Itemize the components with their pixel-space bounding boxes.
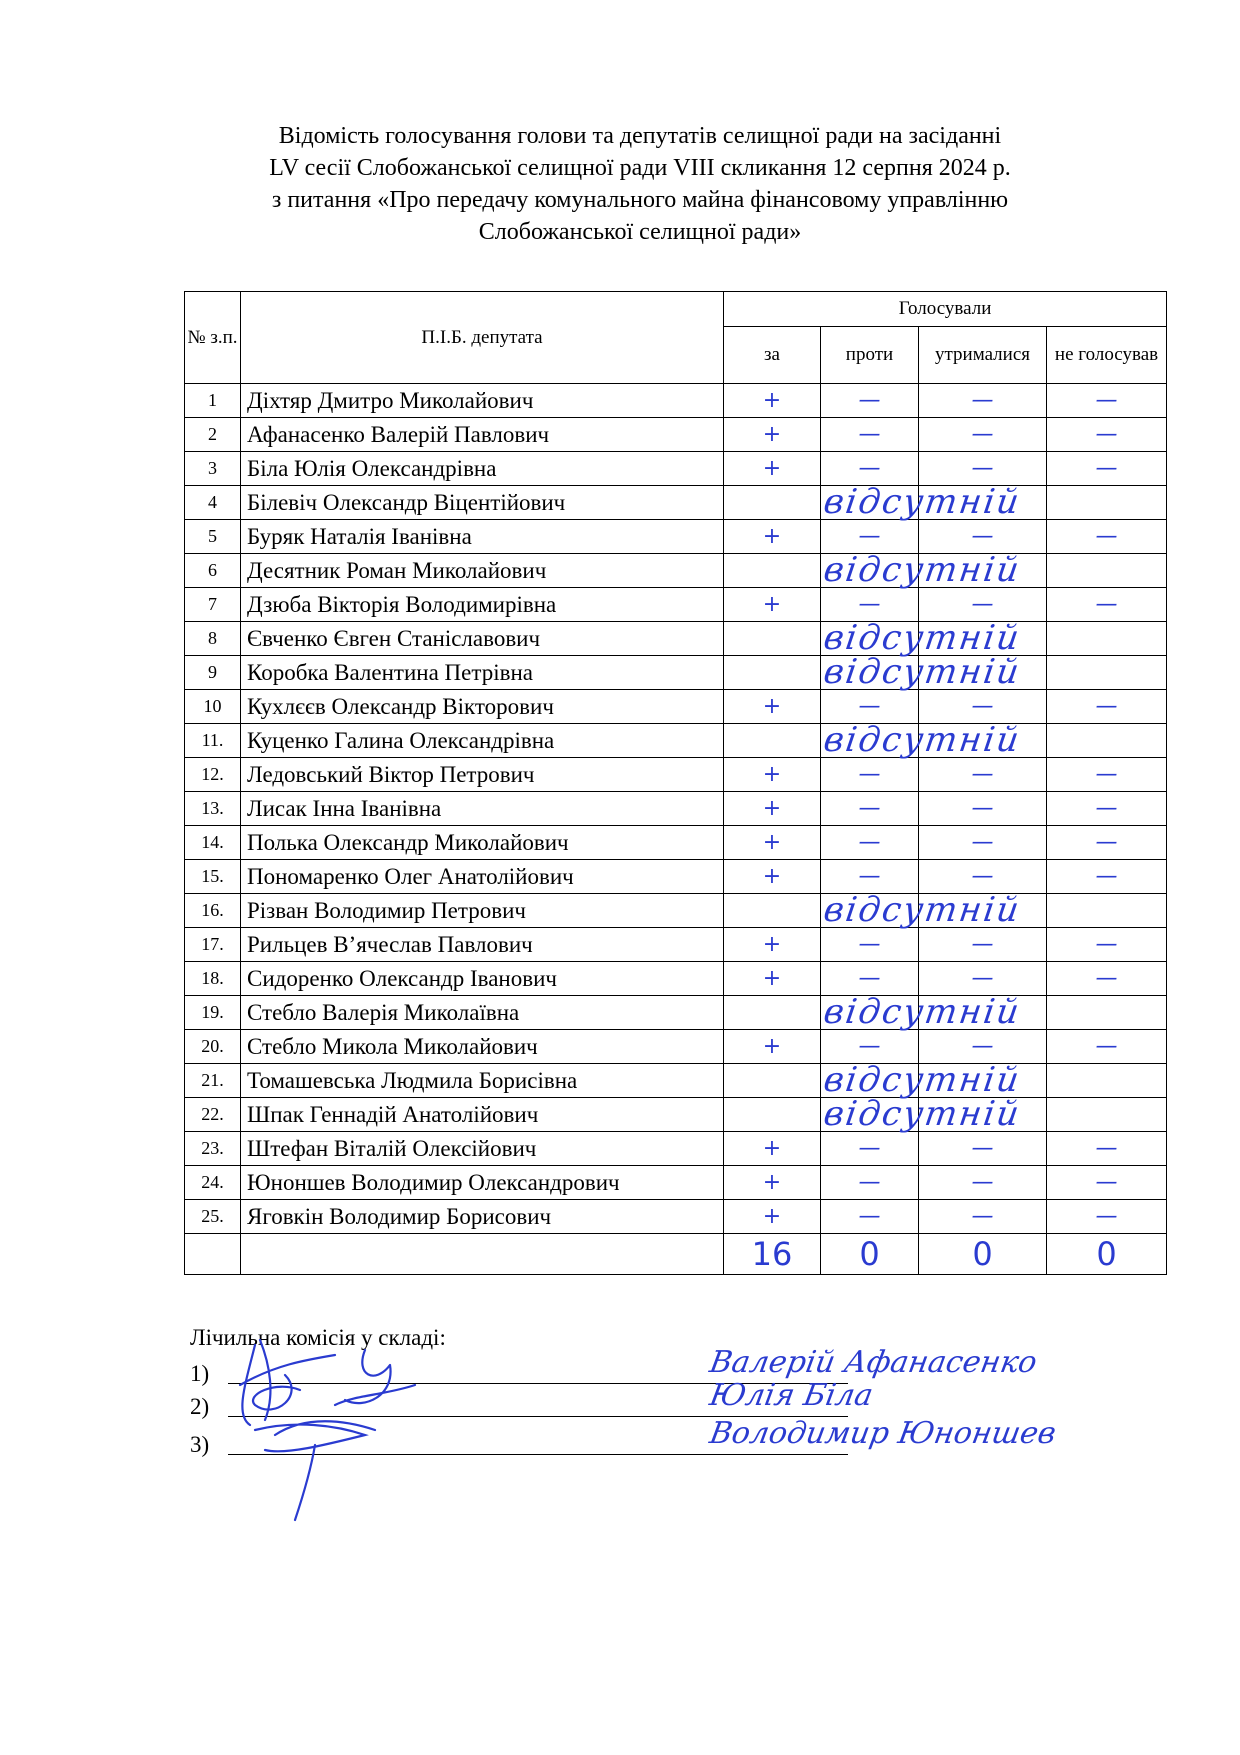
deputy-name: Пономаренко Олег Анатолійович <box>241 860 724 894</box>
table-row <box>185 962 1167 996</box>
vote-for: + <box>724 758 821 792</box>
handwritten-signatures <box>215 1325 475 1525</box>
deputy-name: Полька Олександр Миколайович <box>241 826 724 860</box>
vote-for <box>724 1060 1024 1100</box>
vote-abstained: — <box>919 1132 1047 1166</box>
deputy-name: Куценко Галина Олександрівна <box>241 724 724 758</box>
deputy-name: Афанасенко Валерій Павлович <box>241 418 724 452</box>
vote-against: — <box>821 792 919 826</box>
vote-not-voted <box>1047 656 1167 690</box>
total-against: 0 <box>821 1234 919 1275</box>
vote-against: — <box>821 1030 919 1064</box>
deputy-name: Біла Юлія Олександрівна <box>241 452 724 486</box>
table-row <box>185 996 1167 1030</box>
handwritten-member-name: Юлія Біла <box>706 1378 876 1413</box>
vote-not-voted <box>1047 554 1167 588</box>
commission-member-1 <box>190 1345 1040 1387</box>
vote-against: — <box>821 588 919 622</box>
row-number: 20. <box>185 1030 241 1064</box>
table-row <box>185 690 1167 724</box>
title-line-3: з питання «Про передачу комунального майна фінансовому управлінню <box>271 187 1009 213</box>
header-not-voted: не голосував <box>1047 327 1167 384</box>
vote-for <box>724 992 1024 1032</box>
vote-for: + <box>724 588 821 622</box>
vote-not-voted: — <box>1047 1132 1167 1166</box>
vote-abstained: — <box>919 1166 1047 1200</box>
vote-abstained: — <box>919 690 1047 724</box>
table-row <box>185 486 1167 520</box>
table-row <box>185 928 1167 962</box>
absent-handwritten: відсутній <box>821 992 1024 1032</box>
table-row <box>185 384 1167 418</box>
commission-member-number: 2) <box>190 1394 210 1419</box>
row-number: 7 <box>185 588 241 622</box>
deputy-name: Коробка Валентина Петрівна <box>241 656 724 690</box>
commission-member-number: 1) <box>190 1361 210 1386</box>
vote-abstained: — <box>919 928 1047 962</box>
commission-member-number: 3) <box>190 1432 210 1457</box>
total-abstained: 0 <box>919 1234 1047 1275</box>
deputy-name: Яговкін Володимир Борисович <box>241 1200 724 1234</box>
vote-against: — <box>821 1200 919 1234</box>
vote-abstained: — <box>919 826 1047 860</box>
vote-not-voted: — <box>1047 452 1167 486</box>
vote-abstained: — <box>919 860 1047 894</box>
row-number: 12. <box>185 758 241 792</box>
vote-against: — <box>821 826 919 860</box>
vote-against: — <box>821 384 919 418</box>
header-deputy-name: П.І.Б. депутата <box>241 292 724 384</box>
row-number: 18. <box>185 962 241 996</box>
vote-for <box>724 890 1024 930</box>
deputy-name: Сидоренко Олександр Іванович <box>241 962 724 996</box>
totals-empty-name <box>241 1234 724 1275</box>
absent-handwritten: відсутній <box>821 890 1024 930</box>
vote-not-voted: — <box>1047 860 1167 894</box>
deputy-name: Стебло Валерія Миколаївна <box>241 996 724 1030</box>
vote-not-voted: — <box>1047 1166 1167 1200</box>
deputy-name: Юноншев Володимир Олександрович <box>241 1166 724 1200</box>
deputy-name: Ледовський Віктор Петрович <box>241 758 724 792</box>
vote-not-voted <box>1047 996 1167 1030</box>
table-row <box>185 1064 1167 1098</box>
vote-for: + <box>724 1030 821 1064</box>
row-number: 22. <box>185 1098 241 1132</box>
vote-for: + <box>724 384 821 418</box>
deputy-name: Штефан Віталій Олексійович <box>241 1132 724 1166</box>
document-title <box>200 120 1080 248</box>
vote-not-voted <box>1047 622 1167 656</box>
deputy-name: Дзюба Вікторія Володимирівна <box>241 588 724 622</box>
vote-abstained: — <box>919 520 1047 554</box>
vote-not-voted <box>1047 486 1167 520</box>
vote-not-voted <box>1047 1064 1167 1098</box>
table-row <box>185 1030 1167 1064</box>
table-row <box>185 1166 1167 1200</box>
vote-for <box>724 482 1024 522</box>
absent-handwritten: відсутній <box>821 720 1024 760</box>
voting-table <box>184 291 1167 1275</box>
totals-empty-num <box>185 1234 241 1275</box>
deputy-name: Томашевська Людмила Борисівна <box>241 1064 724 1098</box>
vote-for: + <box>724 452 821 486</box>
row-number: 1 <box>185 384 241 418</box>
table-row <box>185 860 1167 894</box>
vote-against: — <box>821 452 919 486</box>
absent-handwritten: відсутній <box>821 482 1024 522</box>
vote-against: — <box>821 690 919 724</box>
row-number: 9 <box>185 656 241 690</box>
row-number: 5 <box>185 520 241 554</box>
handwritten-member-name: Володимир Юноншев <box>706 1416 1059 1451</box>
vote-abstained: — <box>919 1200 1047 1234</box>
deputy-name: Буряк Наталія Іванівна <box>241 520 724 554</box>
row-number: 23. <box>185 1132 241 1166</box>
vote-not-voted: — <box>1047 758 1167 792</box>
table-row <box>185 724 1167 758</box>
vote-abstained: — <box>919 962 1047 996</box>
vote-for: + <box>724 1166 821 1200</box>
vote-not-voted: — <box>1047 520 1167 554</box>
table-row <box>185 656 1167 690</box>
vote-not-voted: — <box>1047 792 1167 826</box>
header-for: за <box>724 327 821 384</box>
vote-abstained: — <box>919 758 1047 792</box>
deputy-name: Лисак Інна Іванівна <box>241 792 724 826</box>
vote-against: — <box>821 520 919 554</box>
row-number: 4 <box>185 486 241 520</box>
vote-for: + <box>724 928 821 962</box>
vote-not-voted: — <box>1047 1200 1167 1234</box>
vote-for: + <box>724 826 821 860</box>
commission-member-2 <box>190 1378 876 1420</box>
vote-not-voted <box>1047 894 1167 928</box>
totals-row <box>185 1234 1167 1275</box>
total-not-voted: 0 <box>1047 1234 1167 1275</box>
vote-for <box>724 652 1024 692</box>
title-line-1: Відомість голосування голови та депутатів селищної ради на засіданні <box>278 123 1002 149</box>
row-number: 15. <box>185 860 241 894</box>
vote-against: — <box>821 962 919 996</box>
vote-for <box>724 720 1024 760</box>
vote-not-voted: — <box>1047 418 1167 452</box>
deputy-name: Шпак Геннадій Анатолійович <box>241 1098 724 1132</box>
vote-against: — <box>821 860 919 894</box>
vote-not-voted: — <box>1047 928 1167 962</box>
row-number: 24. <box>185 1166 241 1200</box>
vote-against: — <box>821 1132 919 1166</box>
total-for: 16 <box>724 1234 821 1275</box>
row-number: 6 <box>185 554 241 588</box>
vote-not-voted: — <box>1047 962 1167 996</box>
vote-for: + <box>724 520 821 554</box>
deputy-name: Рильцев В’ячеслав Павлович <box>241 928 724 962</box>
commission-member-3 <box>190 1416 1059 1458</box>
row-number: 21. <box>185 1064 241 1098</box>
header-number: № з.п. <box>185 292 241 384</box>
vote-for: + <box>724 418 821 452</box>
table-row <box>185 1132 1167 1166</box>
header-voted: Голосували <box>724 292 1167 327</box>
vote-for: + <box>724 1200 821 1234</box>
row-number: 13. <box>185 792 241 826</box>
deputy-name: Діхтяр Дмитро Миколайович <box>241 384 724 418</box>
row-number: 17. <box>185 928 241 962</box>
header-abstained: утрималися <box>919 327 1047 384</box>
absent-handwritten: відсутній <box>821 618 1024 658</box>
row-number: 19. <box>185 996 241 1030</box>
vote-for: + <box>724 690 821 724</box>
vote-abstained: — <box>919 792 1047 826</box>
vote-abstained: — <box>919 588 1047 622</box>
vote-for <box>724 618 1024 658</box>
header-against: проти <box>821 327 919 384</box>
table-row <box>185 1098 1167 1132</box>
absent-handwritten: відсутній <box>821 1094 1024 1134</box>
vote-not-voted <box>1047 724 1167 758</box>
vote-for: + <box>724 1132 821 1166</box>
vote-against: — <box>821 418 919 452</box>
row-number: 25. <box>185 1200 241 1234</box>
vote-against: — <box>821 758 919 792</box>
table-row <box>185 418 1167 452</box>
row-number: 8 <box>185 622 241 656</box>
row-number: 3 <box>185 452 241 486</box>
table-row <box>185 554 1167 588</box>
vote-for <box>724 550 1024 590</box>
row-number: 11. <box>185 724 241 758</box>
table-row <box>185 588 1167 622</box>
title-line-2: LV сесії Слобожанської селищної ради VIII скликання 12 серпня 2024 р. <box>269 155 1011 181</box>
row-number: 16. <box>185 894 241 928</box>
table-row <box>185 1200 1167 1234</box>
table-row <box>185 758 1167 792</box>
vote-not-voted: — <box>1047 1030 1167 1064</box>
vote-not-voted: — <box>1047 690 1167 724</box>
vote-against: — <box>821 928 919 962</box>
handwritten-member-name: Валерій Афанасенко <box>706 1345 1040 1380</box>
title-line-4: Слобожанської селищної ради» <box>478 219 802 245</box>
vote-not-voted: — <box>1047 588 1167 622</box>
table-row <box>185 452 1167 486</box>
vote-not-voted: — <box>1047 384 1167 418</box>
deputy-name: Кухлєєв Олександр Вікторович <box>241 690 724 724</box>
deputy-name: Десятник Роман Миколайович <box>241 554 724 588</box>
voting-table-body <box>185 384 1167 1275</box>
deputy-name: Стебло Микола Миколайович <box>241 1030 724 1064</box>
row-number: 10 <box>185 690 241 724</box>
vote-for: + <box>724 860 821 894</box>
vote-abstained: — <box>919 1030 1047 1064</box>
absent-handwritten: відсутній <box>821 550 1024 590</box>
vote-not-voted <box>1047 1098 1167 1132</box>
vote-not-voted: — <box>1047 826 1167 860</box>
absent-handwritten: відсутній <box>821 652 1024 692</box>
table-row <box>185 792 1167 826</box>
vote-against: — <box>821 1166 919 1200</box>
vote-abstained: — <box>919 384 1047 418</box>
row-number: 14. <box>185 826 241 860</box>
absent-handwritten: відсутній <box>821 1060 1024 1100</box>
vote-for: + <box>724 962 821 996</box>
deputy-name: Євченко Євген Станіславович <box>241 622 724 656</box>
vote-for: + <box>724 792 821 826</box>
table-row <box>185 826 1167 860</box>
deputy-name: Різван Володимир Петрович <box>241 894 724 928</box>
vote-abstained: — <box>919 418 1047 452</box>
vote-abstained: — <box>919 452 1047 486</box>
row-number: 2 <box>185 418 241 452</box>
vote-for <box>724 1094 1024 1134</box>
table-row <box>185 622 1167 656</box>
table-row <box>185 894 1167 928</box>
counting-commission-label: Лічильна комісія у складі: <box>190 1325 446 1350</box>
deputy-name: Білевіч Олександр Віцентійович <box>241 486 724 520</box>
table-row <box>185 520 1167 554</box>
